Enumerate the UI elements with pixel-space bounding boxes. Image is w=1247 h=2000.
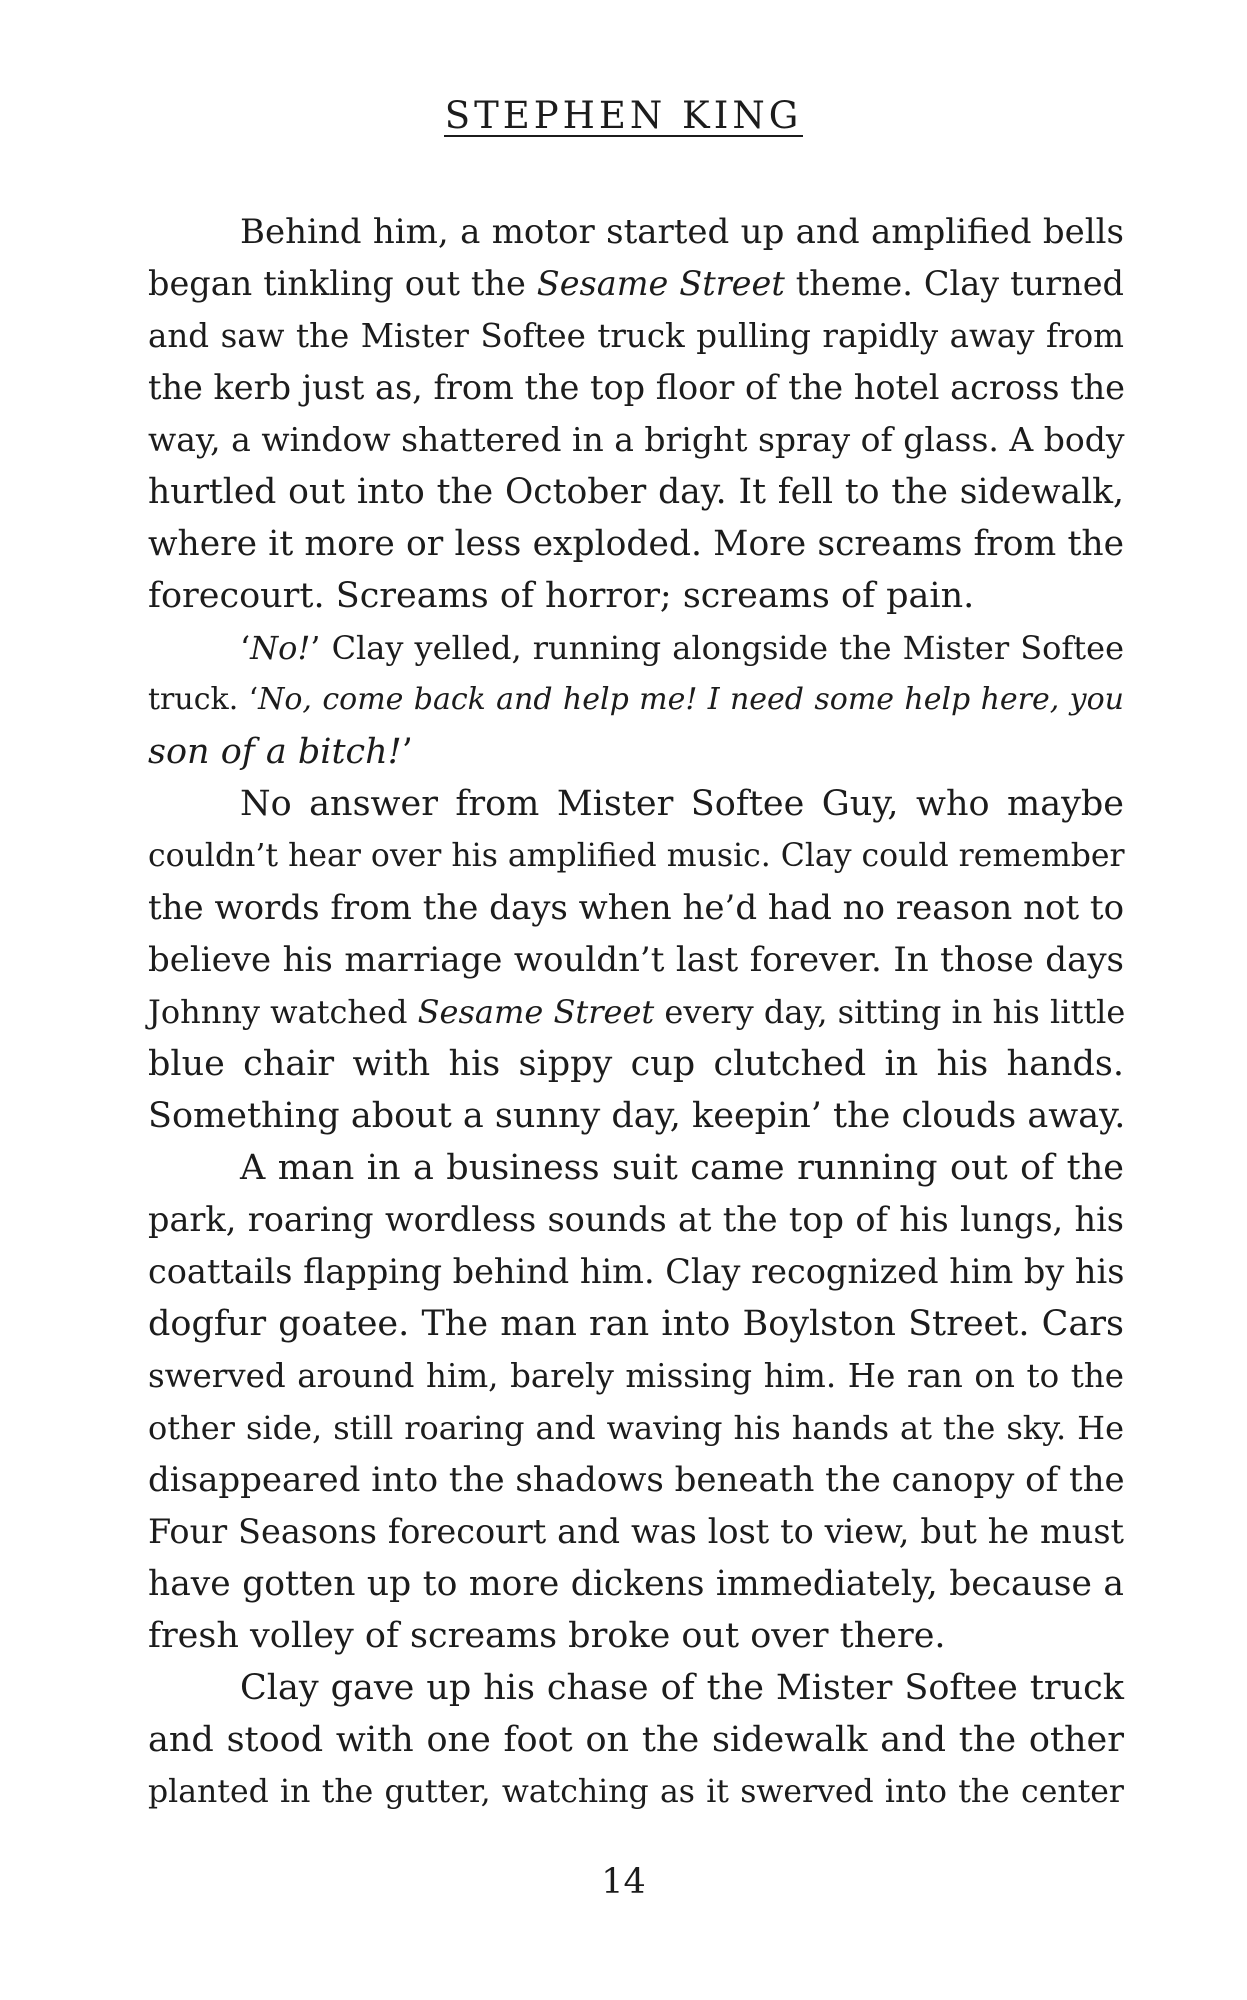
italic-text: No!: [250, 629, 311, 667]
text-segment: where it more or less exploded. More screams from the: [148, 524, 1124, 564]
text-segment: park, roaring wordless sounds at the top of his lungs, his: [148, 1200, 1124, 1239]
text-segment: No answer from Mister Softee Guy, who maybe: [240, 784, 1124, 824]
text-segment: and stood with one foot on the sidewalk and the other: [148, 1720, 1124, 1760]
text-segment: every day, sitting in his little: [654, 993, 1126, 1031]
text-segment: have gotten up to more dickens immediately, because a: [148, 1564, 1124, 1604]
text-line: [148, 1350, 1124, 1402]
text-line: [148, 310, 1124, 362]
text-segment: blue chair with his sippy cup clutched in his hands.: [148, 1044, 1124, 1084]
text-line: [148, 1402, 1124, 1454]
italic-text: Sesame Street: [536, 264, 785, 303]
text-line: [148, 1558, 1124, 1610]
body-text: [148, 206, 1124, 1818]
text-segment: disappeared into the shadows beneath the canopy of the: [148, 1460, 1125, 1500]
text-segment: Something about a sunny day, keepin’ the clouds away.: [148, 1096, 1126, 1136]
italic-text: No, come back and help me! I need some help here, you: [258, 682, 1124, 717]
text-line: [148, 1766, 1124, 1818]
page-number: 14: [601, 1862, 646, 1902]
text-segment: ’ Clay yelled, running alongside the Mister Softee: [310, 629, 1124, 667]
text-segment: Four Seasons forecourt and was lost to view, but he must: [148, 1512, 1124, 1551]
text-line: [148, 1662, 1124, 1714]
text-segment: truck. ‘: [148, 682, 259, 717]
text-line: [148, 778, 1124, 830]
italic-text: son of a bitch!: [148, 732, 402, 772]
text-line: [148, 414, 1124, 466]
text-line: [148, 674, 1124, 726]
text-line: [148, 986, 1124, 1038]
text-line: [148, 362, 1124, 414]
text-segment: believe his marriage wouldn’t last forever. In those days: [148, 940, 1124, 980]
text-segment: theme. Clay turned: [784, 264, 1124, 303]
running-head: [0, 96, 1247, 137]
text-segment: way, a window shattered in a bright spray of glass. A body: [148, 420, 1125, 459]
text-segment: fresh volley of screams broke out over there.: [148, 1616, 946, 1656]
running-head-text: STEPHEN KING: [444, 94, 803, 137]
text-line: [148, 1506, 1124, 1558]
text-segment: coattails flapping behind him. Clay recognized him by his: [148, 1252, 1125, 1291]
text-line: [148, 622, 1124, 674]
text-line: [148, 726, 1124, 778]
text-line: [148, 1298, 1124, 1350]
text-segment: and saw the Mister Softee truck pulling rapidly away from: [148, 317, 1124, 355]
text-line: [148, 518, 1124, 570]
text-segment: the kerb just as, from the top floor of the hotel across the: [148, 368, 1125, 407]
text-line: [148, 1246, 1124, 1298]
text-line: [148, 882, 1124, 934]
text-line: [148, 1090, 1124, 1142]
text-segment: ’: [401, 732, 413, 772]
text-segment: ‘: [240, 629, 251, 667]
text-segment: A man in a business suit came running out of the: [240, 1148, 1124, 1188]
text-segment: couldn’t hear over his amplified music. Clay could remember: [148, 838, 1125, 874]
text-segment: dogfur goatee. The man ran into Boylston Street. Cars: [148, 1304, 1124, 1344]
text-line: [148, 466, 1124, 518]
text-line: [148, 1142, 1124, 1194]
text-line: [148, 206, 1124, 258]
text-segment: began tinkling out the: [148, 264, 537, 303]
text-segment: Clay gave up his chase of the Mister Softee truck: [240, 1668, 1124, 1708]
text-segment: swerved around him, barely missing him. He ran on to the: [148, 1357, 1124, 1395]
text-line: [148, 1454, 1124, 1506]
text-line: [148, 1714, 1124, 1766]
text-segment: Johnny watched: [148, 993, 418, 1031]
text-line: [148, 1038, 1124, 1090]
text-segment: other side, still roaring and waving his hands at the sky. He: [148, 1409, 1124, 1447]
text-line: [148, 258, 1124, 310]
text-line: [148, 934, 1124, 986]
text-line: [148, 1610, 1124, 1662]
text-line: [148, 570, 1124, 622]
text-segment: planted in the gutter, watching as it swerved into the center: [148, 1774, 1124, 1810]
text-segment: forecourt. Screams of horror; screams of pain.: [148, 576, 975, 616]
text-line: [148, 1194, 1124, 1246]
text-segment: hurtled out into the October day. It fell to the sidewalk,: [148, 472, 1124, 512]
italic-text: Sesame Street: [417, 993, 655, 1031]
text-segment: Behind him, a motor started up and amplified bells: [240, 212, 1124, 252]
text-segment: the words from the days when he’d had no reason not to: [148, 888, 1125, 928]
text-line: [148, 830, 1124, 882]
